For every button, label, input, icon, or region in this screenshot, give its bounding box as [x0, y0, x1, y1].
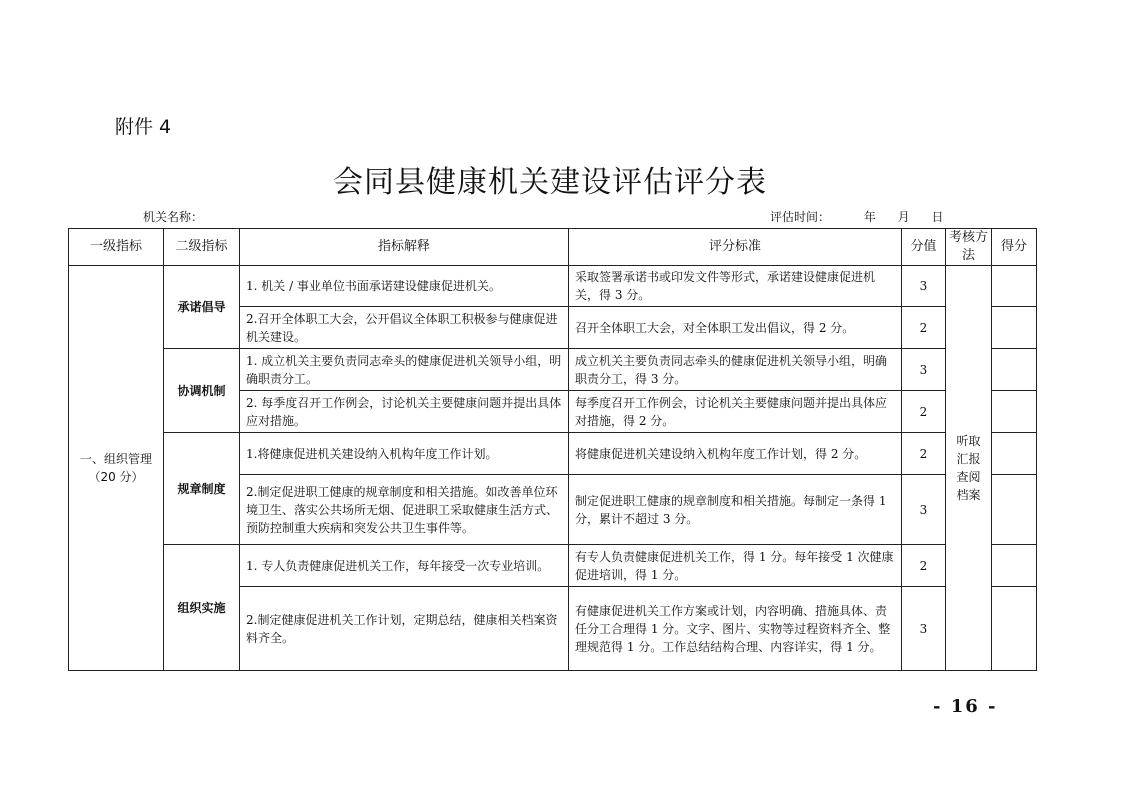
header-method: 考核方法 [946, 229, 992, 266]
year-label: 年 [863, 210, 876, 224]
header-obtained: 得分 [992, 229, 1037, 266]
table-row [69, 266, 1037, 307]
explanation-cell: 2. 每季度召开工作例会，讨论机关主要健康问题并提出具体应对措施。 [240, 391, 569, 433]
standard-cell: 成立机关主要负责同志牵头的健康促进机关领导小组，明确职责分工，得 3 分。 [569, 349, 902, 391]
score-value-cell: 3 [902, 475, 946, 545]
day-label: 日 [931, 210, 944, 224]
date-label: 评估时间： [770, 210, 831, 224]
method-line: 查阅 [956, 470, 981, 484]
score-input-cell[interactable] [992, 545, 1037, 587]
score-value-cell: 2 [902, 307, 946, 349]
header-standard: 评分标准 [569, 229, 902, 266]
score-value-cell: 2 [902, 391, 946, 433]
level2-regulations: 规章制度 [164, 433, 240, 545]
score-input-cell[interactable] [992, 266, 1037, 307]
header-row [69, 229, 1037, 266]
level2-coordination: 协调机制 [164, 349, 240, 433]
method-line: 听取 [956, 434, 981, 448]
score-value-cell: 3 [902, 587, 946, 671]
standard-cell: 制定促进职工健康的规章制度和相关措施。每制定一条得 1 分，累计不超过 3 分。 [569, 475, 902, 545]
method-line: 汇报 [956, 452, 981, 466]
explanation-cell: 1. 机关 / 事业单位书面承诺建设健康促进机关。 [240, 266, 569, 307]
score-input-cell[interactable] [992, 433, 1037, 475]
month-label: 月 [897, 210, 910, 224]
standard-cell: 将健康促进机关建设纳入机构年度工作计划，得 2 分。 [569, 433, 902, 475]
explanation-cell: 2.召开全体职工大会，公开倡议全体职工积极参与健康促进机关建设。 [240, 307, 569, 349]
score-value-cell: 3 [902, 349, 946, 391]
level1-name: 一、组织管理 [79, 452, 152, 466]
standard-cell: 有专人负责健康促进机关工作，得 1 分。每年接受 1 次健康促进培训，得 1 分。 [569, 545, 902, 587]
table-row [69, 433, 1037, 475]
score-input-cell[interactable] [992, 391, 1037, 433]
score-value-cell: 3 [902, 266, 946, 307]
standard-cell: 采取签署承诺书或印发文件等形式，承诺建设健康促进机关，得 3 分。 [569, 266, 902, 307]
explanation-cell: 2.制定健康促进机关工作计划，定期总结，健康相关档案资料齐全。 [240, 587, 569, 671]
score-input-cell[interactable] [992, 587, 1037, 671]
score-value-cell: 2 [902, 545, 946, 587]
score-input-cell[interactable] [992, 475, 1037, 545]
table-row [69, 349, 1037, 391]
attachment-label: 附件 4 [115, 116, 172, 138]
level2-commitment: 承诺倡导 [164, 266, 240, 349]
table-row [69, 545, 1037, 587]
method-cell [946, 266, 992, 671]
header-level2: 二级指标 [164, 229, 240, 266]
header-score-value: 分值 [902, 229, 946, 266]
page-number: - 16 - [933, 696, 998, 717]
score-input-cell[interactable] [992, 349, 1037, 391]
standard-cell: 召开全体职工大会，对全体职工发出倡议，得 2 分。 [569, 307, 902, 349]
level1-cell [69, 266, 164, 671]
explanation-cell: 1. 成立机关主要负责同志牵头的健康促进机关领导小组，明确职责分工。 [240, 349, 569, 391]
explanation-cell: 2.制定促进职工健康的规章制度和相关措施。如改善单位环境卫生、落实公共场所无烟、促进职工采取健康生活方式、预防控制重大疾病和突发公共卫生事件等。 [240, 475, 569, 545]
score-value-cell: 2 [902, 433, 946, 475]
level2-implementation: 组织实施 [164, 545, 240, 671]
assessment-date [770, 208, 944, 225]
org-name-label: 机关名称： [143, 210, 204, 224]
standard-cell: 每季度召开工作例会，讨论机关主要健康问题并提出具体应对措施，得 2 分。 [569, 391, 902, 433]
method-line: 档案 [956, 488, 981, 502]
header-level1: 一级指标 [69, 229, 164, 266]
score-input-cell[interactable] [992, 307, 1037, 349]
standard-cell: 有健康促进机关工作方案或计划，内容明确、措施具体、责任分工合理得 1 分。文字、图片、实物等过程资料齐全、整理规范得 1 分。工作总结结构合理、内容详实，得 1 分。 [569, 587, 902, 671]
header-explanation: 指标解释 [240, 229, 569, 266]
explanation-cell: 1. 专人负责健康促进机关工作，每年接受一次专业培训。 [240, 545, 569, 587]
score-table [68, 228, 1037, 671]
level1-points: （20 分） [88, 470, 144, 484]
page-title: 会同县健康机关建设评估评分表 [333, 165, 767, 200]
explanation-cell: 1.将健康促进机关建设纳入机构年度工作计划。 [240, 433, 569, 475]
